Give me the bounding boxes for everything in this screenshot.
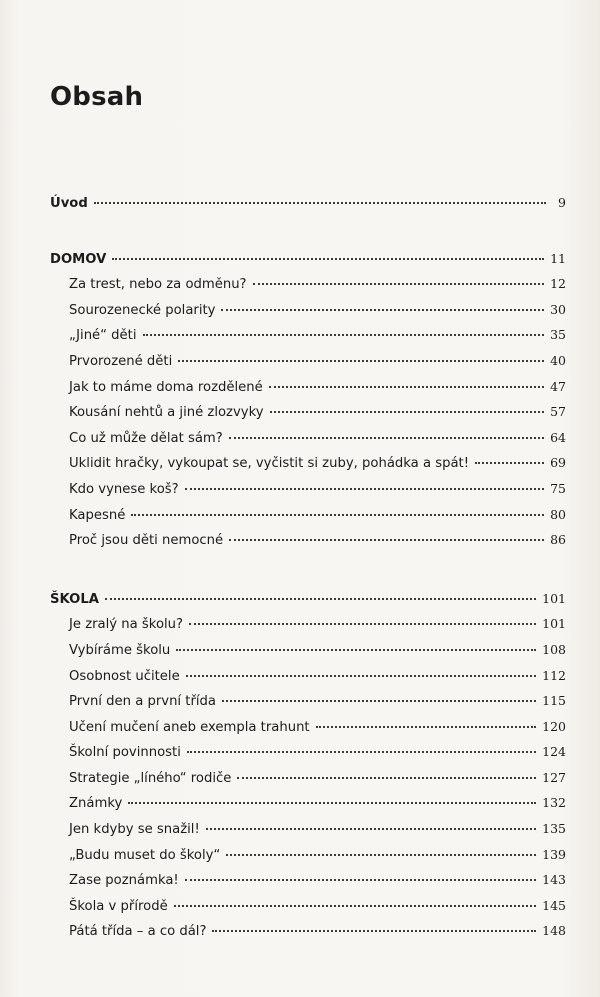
toc-entry-intro bbox=[50, 195, 566, 221]
toc-page-number: 132 bbox=[542, 795, 566, 811]
toc-entry bbox=[50, 302, 566, 328]
table-of-contents bbox=[50, 195, 566, 949]
toc-entry bbox=[50, 481, 566, 507]
dot-leader bbox=[212, 930, 536, 932]
toc-entry-label: Prvorozené děti bbox=[69, 353, 173, 369]
toc-entry bbox=[50, 898, 566, 924]
toc-entry bbox=[50, 719, 566, 745]
dot-leader bbox=[206, 828, 536, 830]
toc-entry-label: Osobnost učitele bbox=[69, 668, 180, 684]
toc-entry-label: Zase poznámka! bbox=[69, 873, 179, 889]
toc-page-number: 101 bbox=[542, 590, 566, 606]
dot-leader bbox=[174, 905, 536, 907]
toc-entry-label: Úvod bbox=[50, 196, 88, 211]
toc-entry bbox=[50, 455, 566, 481]
toc-entry bbox=[50, 379, 566, 405]
toc-page-number: 86 bbox=[550, 532, 566, 548]
dot-leader bbox=[112, 258, 544, 260]
toc-entry bbox=[50, 616, 566, 642]
toc-entry-label: „Jiné“ děti bbox=[69, 328, 137, 344]
toc-page-number: 143 bbox=[542, 872, 566, 888]
toc-entry bbox=[50, 693, 566, 719]
toc-page-number: 35 bbox=[550, 327, 566, 343]
dot-leader bbox=[128, 802, 536, 804]
toc-entry-label: Kousání nehtů a jiné zlozvyky bbox=[69, 405, 264, 421]
toc-entry-label: Jen kdyby se snažil! bbox=[69, 822, 200, 838]
toc-page-number: 145 bbox=[542, 897, 566, 913]
toc-section-items bbox=[50, 616, 566, 949]
toc-page-number: 115 bbox=[542, 693, 566, 709]
toc-page-number: 69 bbox=[550, 455, 566, 471]
dot-leader bbox=[185, 488, 544, 490]
dot-leader bbox=[186, 675, 536, 677]
toc-entry bbox=[50, 642, 566, 668]
toc-entry-label: Strategie „líného“ rodiče bbox=[69, 770, 232, 786]
dot-leader bbox=[226, 854, 536, 856]
dot-leader bbox=[131, 514, 544, 516]
dot-leader bbox=[253, 283, 545, 285]
section-spacer bbox=[50, 221, 566, 251]
toc-page-number: 108 bbox=[542, 641, 566, 657]
dot-leader bbox=[221, 309, 544, 311]
dot-leader bbox=[237, 777, 536, 779]
dot-leader bbox=[222, 700, 536, 702]
toc-page-number: 47 bbox=[550, 378, 566, 394]
dot-leader bbox=[475, 462, 544, 464]
toc-entry bbox=[50, 770, 566, 796]
toc-entry bbox=[50, 872, 566, 898]
toc-page-number: 80 bbox=[550, 506, 566, 522]
toc-page-number: 57 bbox=[550, 404, 566, 420]
toc-entry-label: „Budu muset do školy“ bbox=[69, 847, 221, 863]
toc-entry bbox=[50, 327, 566, 353]
toc-entry-label: První den a první třída bbox=[69, 694, 216, 710]
toc-page-number: 9 bbox=[558, 195, 566, 210]
section-spacer bbox=[50, 558, 566, 591]
toc-section-domov bbox=[50, 251, 566, 277]
toc-entry-label: Kapesné bbox=[69, 507, 126, 523]
toc-entry-label: Sourozenecké polarity bbox=[69, 302, 216, 318]
toc-entry-label: Učení mučení aneb exempla trahunt bbox=[69, 719, 310, 735]
dot-leader bbox=[176, 649, 536, 651]
dot-leader bbox=[229, 539, 544, 541]
toc-section-skola bbox=[50, 591, 566, 617]
dot-leader bbox=[316, 726, 537, 728]
toc-entry bbox=[50, 821, 566, 847]
toc-page-number: 120 bbox=[542, 718, 566, 734]
toc-entry-label: Školní povinnosti bbox=[69, 745, 181, 761]
toc-entry-label: Známky bbox=[69, 796, 123, 812]
dot-leader bbox=[270, 411, 545, 413]
toc-entry-label: Je zralý na školu? bbox=[69, 617, 184, 633]
toc-page-number: 64 bbox=[550, 429, 566, 445]
toc-entry-label: Za trest, nebo za odměnu? bbox=[69, 277, 247, 293]
dot-leader bbox=[143, 334, 545, 336]
toc-entry bbox=[50, 353, 566, 379]
toc-entry bbox=[50, 847, 566, 873]
toc-page-number: 12 bbox=[550, 276, 566, 292]
toc-entry bbox=[50, 744, 566, 770]
toc-entry-label: Pátá třída – a co dál? bbox=[69, 924, 207, 940]
toc-page-number: 75 bbox=[550, 480, 566, 496]
dot-leader bbox=[269, 386, 544, 388]
toc-entry-label: Škola v přírodě bbox=[69, 898, 168, 914]
toc-entry-label: Kdo vynese koš? bbox=[69, 481, 179, 497]
toc-page-number: 11 bbox=[550, 250, 566, 266]
toc-entry bbox=[50, 532, 566, 558]
toc-page-number: 148 bbox=[542, 923, 566, 939]
dot-leader bbox=[185, 879, 536, 881]
toc-section-label: ŠKOLA bbox=[50, 591, 99, 607]
toc-entry bbox=[50, 923, 566, 949]
toc-entry bbox=[50, 507, 566, 533]
toc-page-number: 124 bbox=[542, 744, 566, 760]
dot-leader bbox=[178, 360, 544, 362]
toc-entry bbox=[50, 668, 566, 694]
toc-page-number: 101 bbox=[542, 616, 566, 632]
toc-page-number: 135 bbox=[542, 821, 566, 837]
toc-section-items bbox=[50, 276, 566, 558]
dot-leader bbox=[105, 598, 536, 600]
toc-page-number: 139 bbox=[542, 846, 566, 862]
toc-page-number: 127 bbox=[542, 769, 566, 785]
dot-leader bbox=[229, 437, 544, 439]
toc-page-number: 40 bbox=[550, 352, 566, 368]
toc-entry bbox=[50, 404, 566, 430]
toc-page-number: 112 bbox=[542, 667, 566, 683]
toc-entry bbox=[50, 795, 566, 821]
dot-leader bbox=[189, 623, 536, 625]
dot-leader bbox=[94, 202, 546, 204]
toc-entry bbox=[50, 276, 566, 302]
toc-entry-label: Jak to máme doma rozdělené bbox=[69, 379, 263, 395]
toc-entry bbox=[50, 430, 566, 456]
toc-page-number: 30 bbox=[550, 301, 566, 317]
toc-entry-label: Proč jsou děti nemocné bbox=[69, 533, 224, 549]
page-title: Obsah bbox=[50, 82, 144, 112]
toc-entry-label: Vybíráme školu bbox=[69, 642, 171, 658]
toc-entry-label: Co už může dělat sám? bbox=[69, 430, 223, 446]
dot-leader bbox=[187, 751, 536, 753]
toc-entry-label: Uklidit hračky, vykoupat se, vyčistit si zuby, pohádka a spát! bbox=[69, 456, 470, 472]
toc-section-label: DOMOV bbox=[50, 251, 107, 267]
